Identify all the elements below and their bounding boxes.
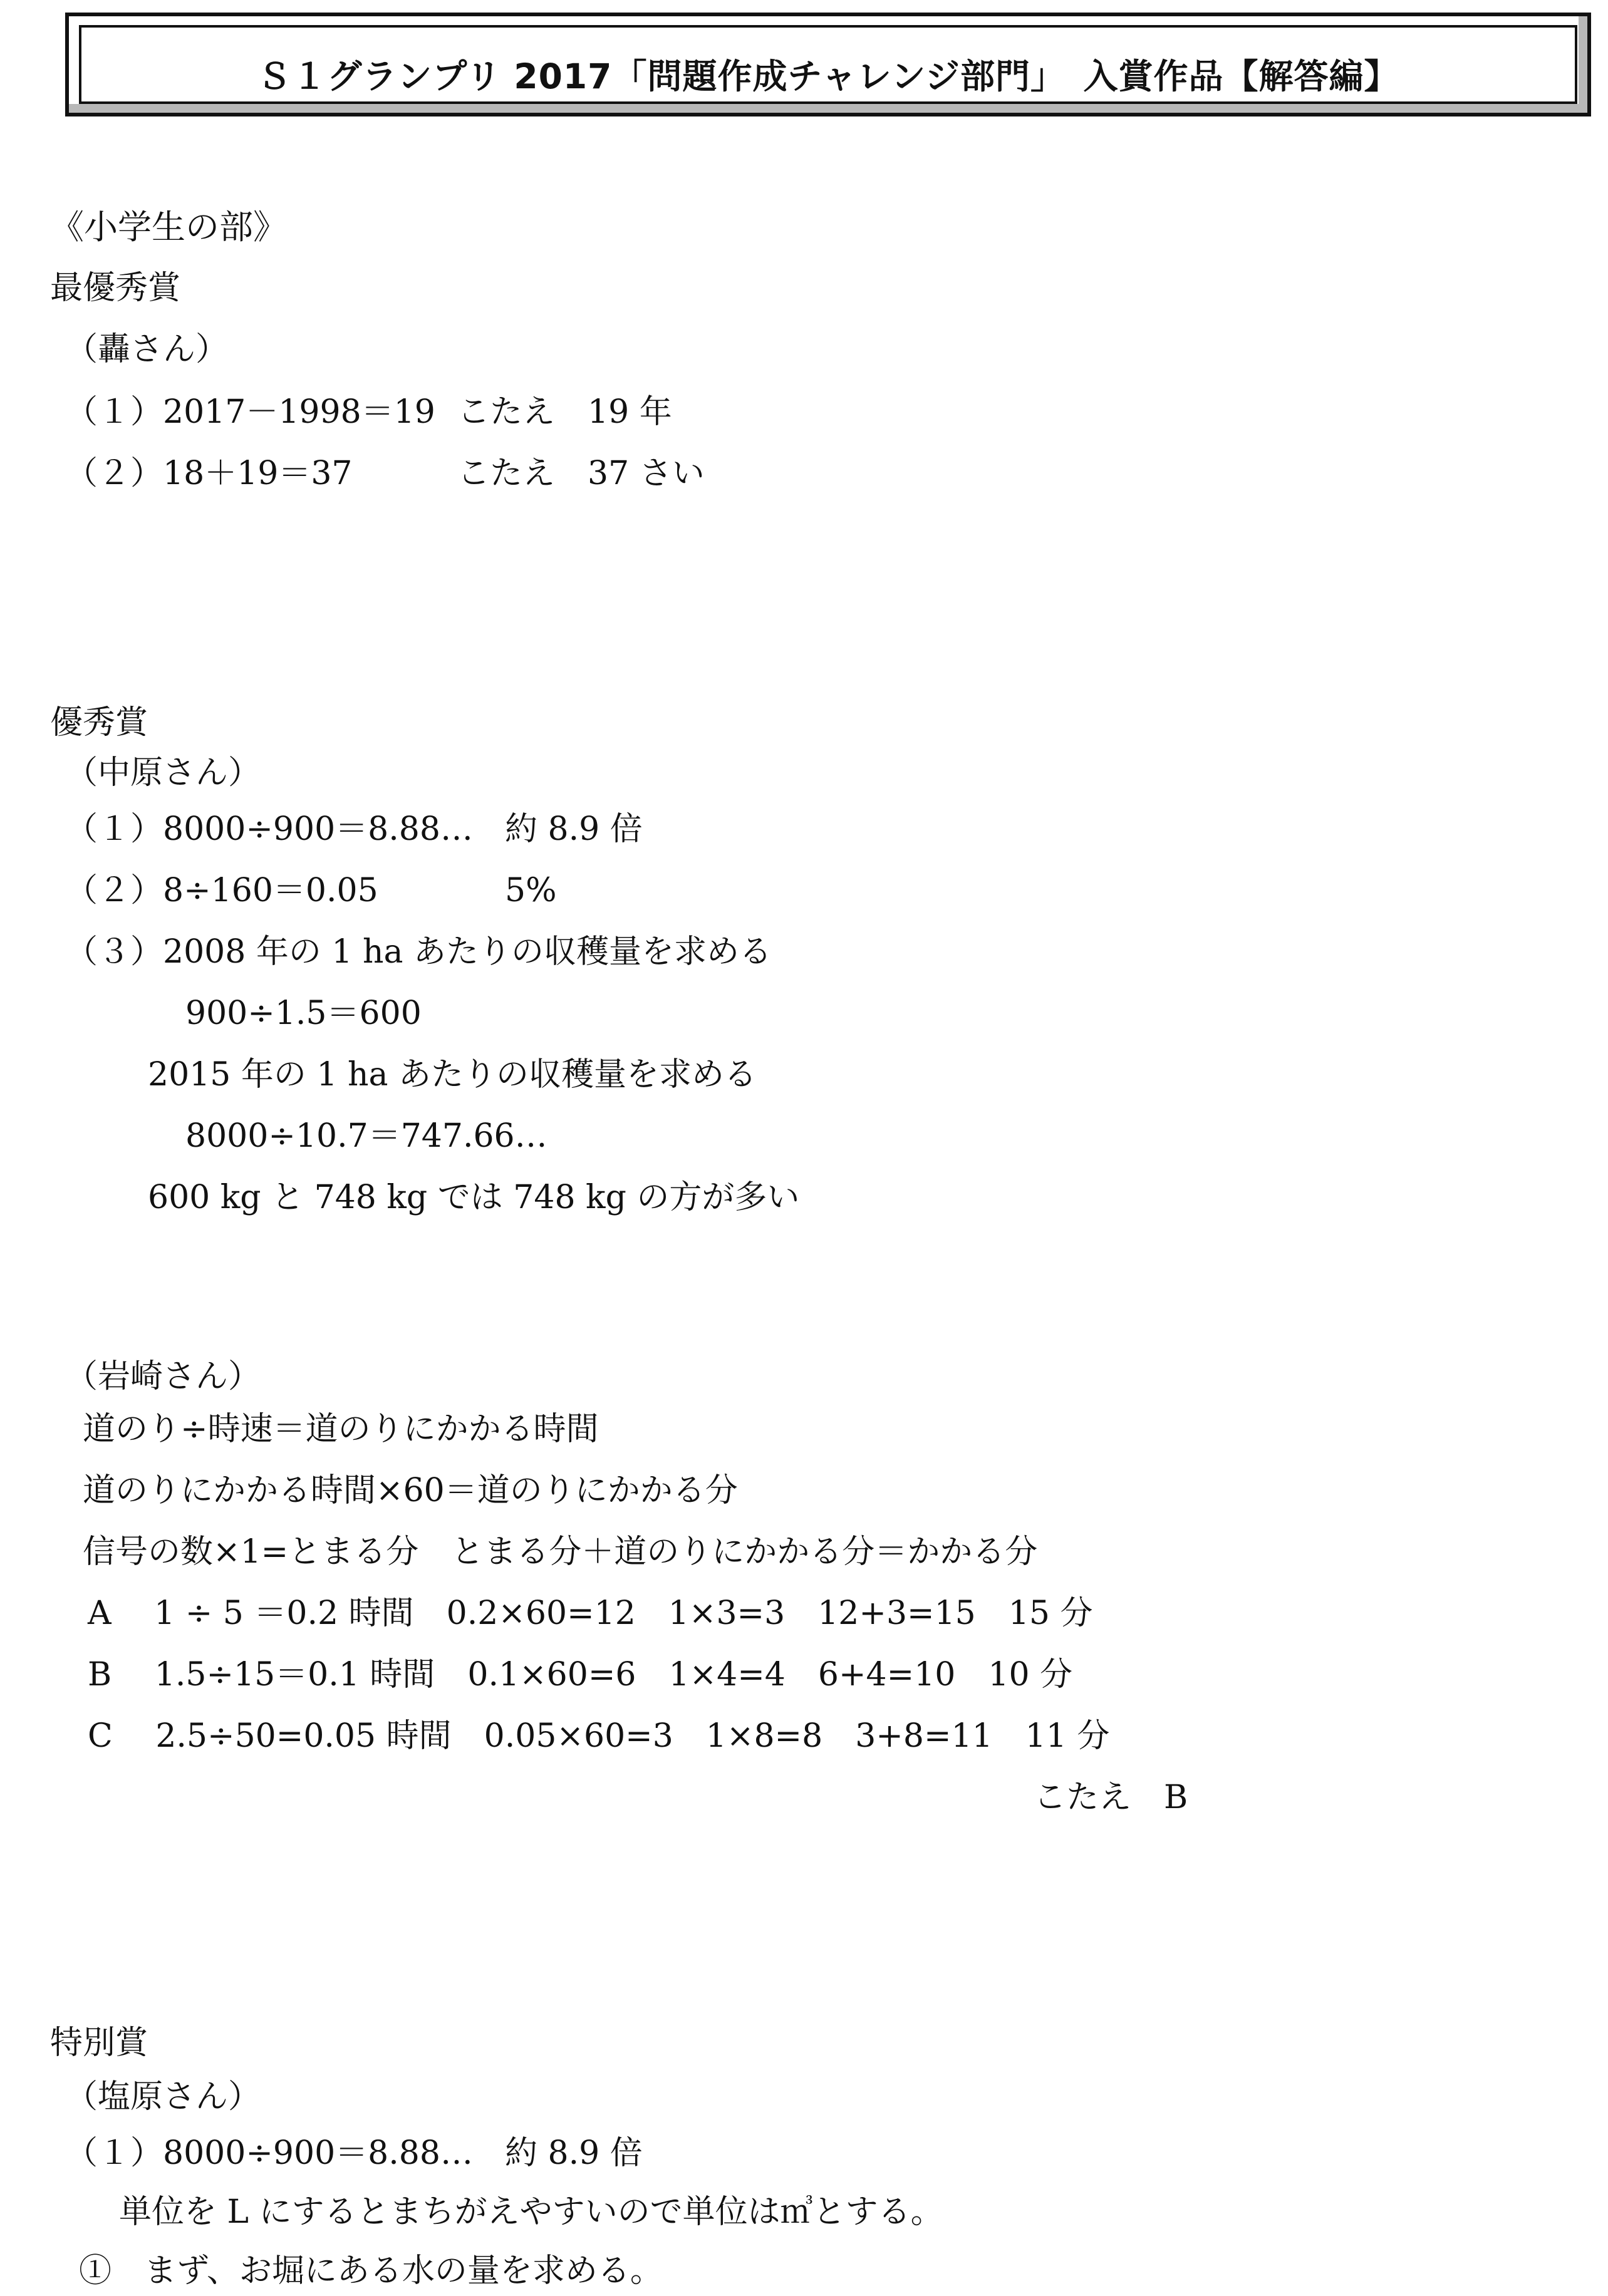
nakahara-q3-line3: 2015 年の 1 ha あたりの収穫量を求める bbox=[148, 1056, 757, 1094]
iwasaki-row-a: A 1 ÷ 5 ＝0.2 時間 0.2×60=12 1×3=3 12+3=15 15 分 bbox=[88, 1595, 1093, 1632]
grand-prize-q2-answer: こたえ 37 さい bbox=[457, 455, 705, 492]
grand-prize-q2-expression: （２）18＋19＝37 bbox=[65, 455, 353, 492]
nakahara-author: （中原さん） bbox=[65, 754, 261, 792]
grand-prize-q1-answer: こたえ 19 年 bbox=[457, 393, 672, 431]
iwasaki-formula-2: 道のりにかかる時間×60＝道のりにかかる分 bbox=[83, 1472, 738, 1509]
nakahara-q1-expression: （１）8000÷900＝8.88… bbox=[65, 810, 473, 848]
special-q1-expression: （１）8000÷900＝8.88… bbox=[65, 2134, 473, 2172]
special-author: （塩原さん） bbox=[65, 2078, 261, 2116]
iwasaki-author: （岩崎さん） bbox=[65, 1358, 261, 1395]
title-banner bbox=[65, 13, 1591, 116]
grand-prize-q1-expression: （１）2017－1998＝19 bbox=[65, 393, 435, 431]
iwasaki-row-c: C 2.5÷50=0.05 時間 0.05×60=3 1×8=8 3+8=11 11 分 bbox=[88, 1717, 1110, 1755]
division-heading: 《小学生の部》 bbox=[50, 207, 287, 247]
document-title: Ｓ１グランプリ 2017「問題作成チャレンジ部門」 入賞作品【解答編】 bbox=[257, 56, 1399, 96]
nakahara-q2-answer: 5% bbox=[505, 872, 557, 909]
iwasaki-formula-1: 道のり÷時速＝道のりにかかる時間 bbox=[83, 1410, 599, 1448]
iwasaki-row-b: B 1.5÷15＝0.1 時間 0.1×60=6 1×4=4 6+4=10 10 分 bbox=[88, 1656, 1073, 1694]
nakahara-q3-line1: （３）2008 年の 1 ha あたりの収穫量を求める bbox=[65, 933, 772, 971]
grand-prize-author: （轟さん） bbox=[65, 331, 229, 368]
special-unit-note: 単位を L にするとまちがえやすいので単位は㎥とする。 bbox=[119, 2193, 943, 2231]
iwasaki-answer: こたえ B bbox=[1034, 1779, 1188, 1816]
special-q1-answer: 約 8.9 倍 bbox=[505, 2134, 643, 2172]
special-step-1: ① まず、お堀にある水の量を求める。 bbox=[79, 2252, 663, 2290]
grand-prize-heading: 最優秀賞 bbox=[50, 269, 181, 307]
nakahara-q3-line5: 600 kg と 748 kg では 748 kg の方が多い bbox=[148, 1179, 800, 1216]
nakahara-q3-line2: 900÷1.5＝600 bbox=[185, 995, 422, 1032]
iwasaki-formula-3: 信号の数×1=とまる分 とまる分＋道のりにかかる分＝かかる分 bbox=[83, 1533, 1038, 1571]
special-prize-heading: 特別賞 bbox=[50, 2024, 148, 2062]
excellence-heading: 優秀賞 bbox=[50, 704, 148, 742]
nakahara-q1-answer: 約 8.9 倍 bbox=[505, 810, 643, 848]
nakahara-q2-expression: （２）8÷160＝0.05 bbox=[65, 872, 378, 909]
nakahara-q3-line4: 8000÷10.7＝747.66… bbox=[185, 1117, 547, 1155]
